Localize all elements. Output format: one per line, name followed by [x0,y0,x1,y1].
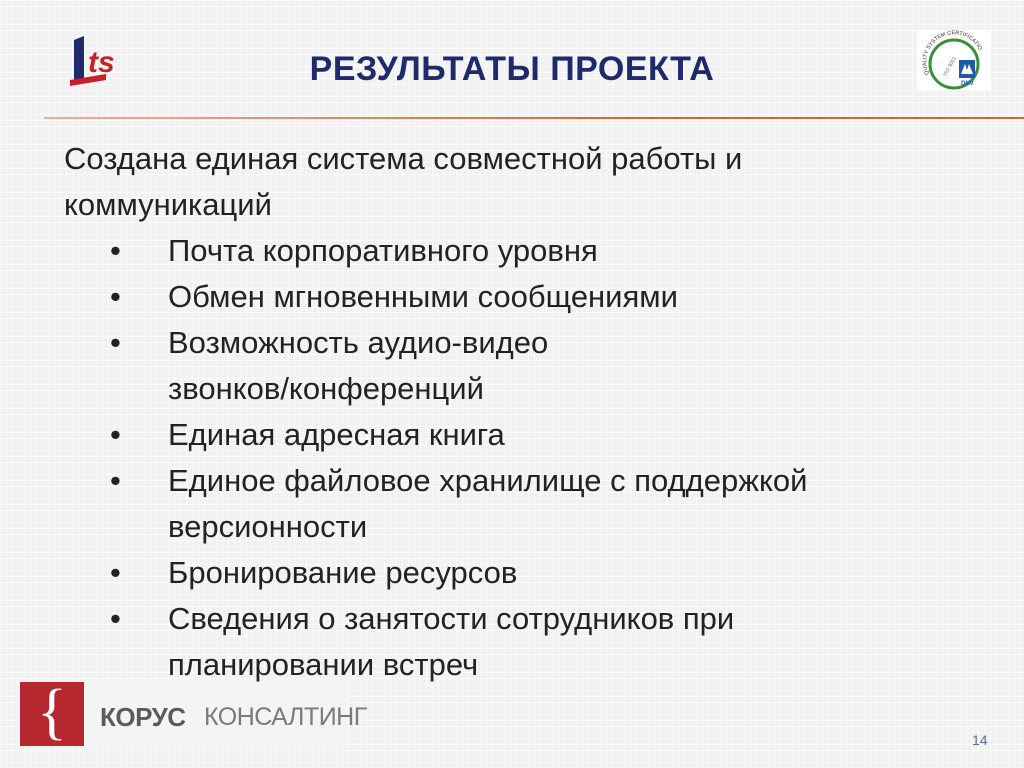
quality-certification-seal-icon [917,30,991,90]
list-item-text: Почта корпоративного уровня [168,233,598,268]
cert-dnv-text: DNV [961,81,974,87]
list-item [110,596,908,688]
bullet-icon: • [110,601,121,636]
intro-paragraph: Создана единая система совместной работы и коммуникаций [64,141,743,222]
list-item [110,274,950,320]
page-title: РЕЗУЛЬТАТЫ ПРОЕКТА [309,50,715,88]
header-divider [44,117,1024,119]
bullet-icon: • [110,233,121,268]
list-item-text: Возможность аудио-видео звонков/конференций [168,325,549,406]
korus-logo-name-light: КОНСАЛТИНГ [204,703,367,731]
list-item [110,320,668,412]
bullet-icon: • [110,325,121,360]
list-item [110,550,950,596]
bullet-icon: • [110,279,121,314]
list-item-text: Сведения о занятости сотрудников при планировании встреч [168,601,735,682]
its-logo-text: ts [88,46,115,79]
cert-arc-text: QUALITY SYSTEM CERTIFICATIO [922,30,983,76]
cert-iso-text: ISO 9001 [942,55,959,78]
list-item [110,412,950,458]
bullet-list [110,228,950,688]
list-item [110,458,988,550]
list-item-text: Единая адресная книга [168,417,505,452]
list-item-text: Единое файловое хранилище с поддержкой версионности [168,463,808,544]
page-number: 14 [972,732,988,748]
list-item [110,228,950,274]
its-logo [66,34,126,90]
korus-logo-name-bold: КОРУС [100,702,186,732]
bullet-icon: • [110,555,121,590]
korus-bracket-icon: { [20,682,84,746]
list-item-text: Бронирование ресурсов [168,555,518,590]
list-item-text: Обмен мгновенными сообщениями [168,279,678,314]
bullet-icon: • [110,463,121,498]
bullet-icon: • [110,417,121,452]
